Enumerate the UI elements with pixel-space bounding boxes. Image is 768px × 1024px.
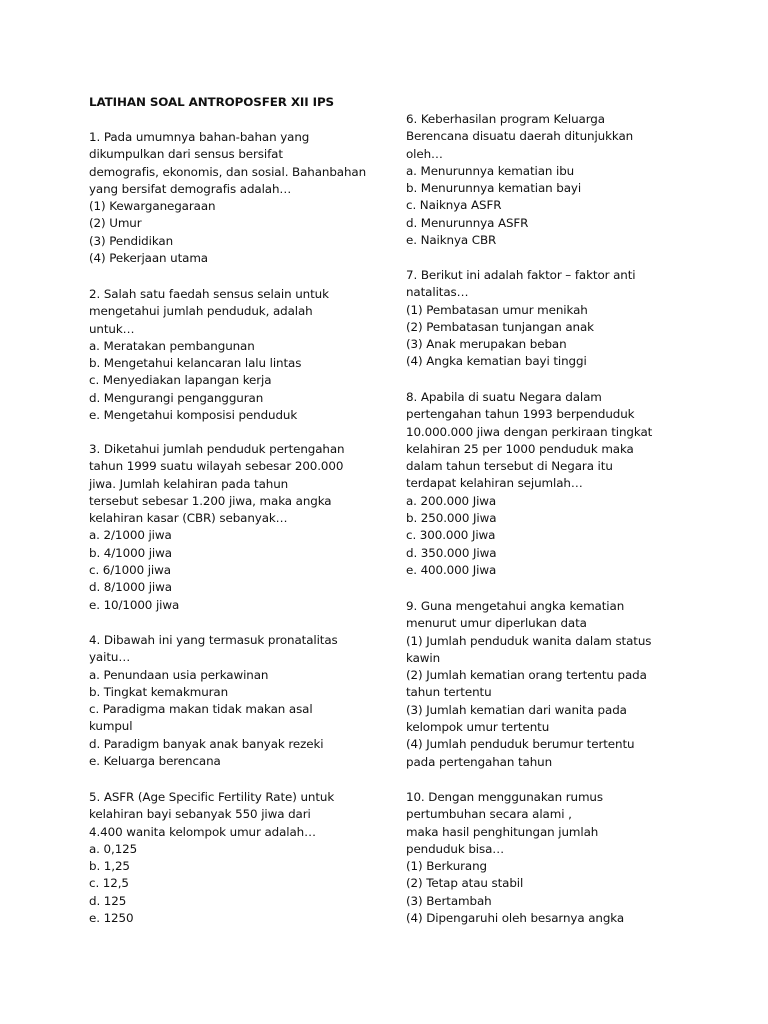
option-line: e. 400.000 Jiwa <box>406 562 497 577</box>
question-line: dalam tahun tersebut di Negara itu <box>406 459 613 474</box>
option-line: d. Mengurangi pengangguran <box>89 390 264 405</box>
option-line: (2) Tetap atau stabil <box>406 876 524 891</box>
option-line: (1) Berkurang <box>406 859 487 874</box>
option-line: tahun tertentu <box>406 685 492 700</box>
question-line: yaitu… <box>89 650 131 665</box>
option-line: e. Mengetahui komposisi penduduk <box>89 408 298 423</box>
question-line: oleh… <box>406 146 443 161</box>
question-line: jiwa. Jumlah kelahiran pada tahun <box>89 476 289 491</box>
question-line: dikumpulkan dari sensus bersifat <box>89 147 283 162</box>
option-line: kumpul <box>89 719 133 734</box>
question-line: 6. Keberhasilan program Keluarga <box>406 112 605 126</box>
question-line: menurut umur diperlukan data <box>406 616 587 631</box>
question-line: penduduk bisa… <box>406 841 505 856</box>
option-line: (2) Umur <box>89 216 142 231</box>
question-line: mengetahui jumlah penduduk, adalah <box>89 304 313 319</box>
option-line: e. 1250 <box>89 911 134 926</box>
question-line: kelahiran kasar (CBR) sebanyak… <box>89 511 288 526</box>
option-line: (1) Jumlah penduduk wanita dalam status <box>406 633 652 648</box>
question-line: 4.400 wanita kelompok umur adalah… <box>89 824 316 839</box>
question-line: 1. Pada umumnya bahan-bahan yang <box>89 130 310 144</box>
question-7 <box>406 267 635 371</box>
question-line: tahun 1999 suatu wilayah sebesar 200.000 <box>89 459 344 474</box>
option-line: d. 125 <box>89 893 127 908</box>
question-line: 3. Diketahui jumlah penduduk pertengahan <box>89 442 345 456</box>
option-line: (4) Pekerjaan utama <box>89 251 208 266</box>
question-8 <box>406 389 652 579</box>
option-line: b. 1,25 <box>89 859 130 874</box>
option-line: kelompok umur tertentu <box>406 720 550 735</box>
option-line: (4) Jumlah penduduk berumur tertentu <box>406 737 635 752</box>
question-line: terdapat kelahiran sejumlah… <box>406 476 583 491</box>
question-2 <box>89 286 329 424</box>
option-line: c. 12,5 <box>89 876 129 891</box>
option-line: d. Menurunnya ASFR <box>406 215 529 230</box>
question-line: maka hasil penghitungan jumlah <box>406 824 599 839</box>
option-line: (1) Kewarganegaraan <box>89 199 216 214</box>
question-line: 10.000.000 jiwa dengan perkiraan tingkat <box>406 424 653 439</box>
option-line: kawin <box>406 650 441 665</box>
question-line: kelahiran 25 per 1000 penduduk maka <box>406 441 634 456</box>
option-line: (3) Bertambah <box>406 893 492 908</box>
option-line: a. 0,125 <box>89 841 138 856</box>
option-line: b. Tingkat kemakmuran <box>89 684 229 699</box>
question-6 <box>406 111 633 249</box>
option-line: a. Penundaan usia perkawinan <box>89 667 269 682</box>
option-line: d. 350.000 Jiwa <box>406 545 497 560</box>
question-10 <box>406 789 624 927</box>
question-line: 7. Berikut ini adalah faktor – faktor anti <box>406 268 636 282</box>
question-line: 4. Dibawah ini yang termasuk pronatalitas <box>89 633 338 647</box>
option-line: c. 300.000 Jiwa <box>406 528 496 543</box>
option-line: c. Naiknya ASFR <box>406 198 502 213</box>
option-line: b. 4/1000 jiwa <box>89 545 172 560</box>
option-line: a. Meratakan pembangunan <box>89 338 255 353</box>
question-3 <box>89 441 345 614</box>
option-line: e. Naiknya CBR <box>406 233 497 248</box>
question-line: tersebut sebesar 1.200 jiwa, maka angka <box>89 493 332 508</box>
question-line: 9. Guna mengetahui angka kematian <box>406 599 625 613</box>
option-line: (1) Pembatasan umur menikah <box>406 302 588 317</box>
question-line: yang bersifat demografis adalah… <box>89 181 292 196</box>
option-line: (3) Jumlah kematian dari wanita pada <box>406 702 627 717</box>
option-line: d. Paradigm banyak anak banyak rezeki <box>89 736 324 751</box>
option-line: b. Mengetahui kelancaran lalu lintas <box>89 356 302 371</box>
option-line: e. Keluarga berencana <box>89 754 221 769</box>
question-line: 10. Dengan menggunakan rumus <box>406 790 603 804</box>
question-line: 8. Apabila di suatu Negara dalam <box>406 390 602 404</box>
option-line: (2) Pembatasan tunjangan anak <box>406 319 594 334</box>
question-line: 5. ASFR (Age Specific Fertility Rate) untuk <box>89 790 335 804</box>
option-line: c. Paradigma makan tidak makan asal <box>89 702 313 717</box>
option-line: a. Menurunnya kematian ibu <box>406 163 575 178</box>
question-line: 2. Salah satu faedah sensus selain untuk <box>89 287 329 301</box>
option-line: (3) Anak merupakan beban <box>406 337 567 352</box>
question-line: pertengahan tahun 1993 berpenduduk <box>406 407 635 422</box>
question-1 <box>89 129 366 267</box>
option-line: b. Menurunnya kematian bayi <box>406 181 582 196</box>
question-9 <box>406 598 651 771</box>
question-line: pertumbuhan secara alami , <box>406 807 572 822</box>
option-line: pada pertengahan tahun <box>406 754 553 769</box>
question-5 <box>89 789 334 927</box>
document-title: LATIHAN SOAL ANTROPOSFER XII IPS <box>89 95 335 109</box>
question-line: demografis, ekonomis, dan sosial. Bahanbahan <box>89 164 367 179</box>
question-4 <box>89 632 338 770</box>
option-line: b. 250.000 Jiwa <box>406 511 497 526</box>
option-line: c. 6/1000 jiwa <box>89 563 171 578</box>
option-line: (4) Angka kematian bayi tinggi <box>406 354 587 369</box>
option-line: a. 2/1000 jiwa <box>89 528 172 543</box>
question-line: kelahiran bayi sebanyak 550 jiwa dari <box>89 807 311 822</box>
question-line: natalitas… <box>406 285 469 300</box>
question-line: untuk… <box>89 321 135 336</box>
option-line: a. 200.000 Jiwa <box>406 493 497 508</box>
option-line: e. 10/1000 jiwa <box>89 597 180 612</box>
option-line: (3) Pendidikan <box>89 233 174 248</box>
question-line: Berencana disuatu daerah ditunjukkan <box>406 129 634 144</box>
option-line: c. Menyediakan lapangan kerja <box>89 373 272 388</box>
option-line: (4) Dipengaruhi oleh besarnya angka <box>406 911 625 926</box>
option-line: d. 8/1000 jiwa <box>89 580 172 595</box>
option-line: (2) Jumlah kematian orang tertentu pada <box>406 668 647 683</box>
